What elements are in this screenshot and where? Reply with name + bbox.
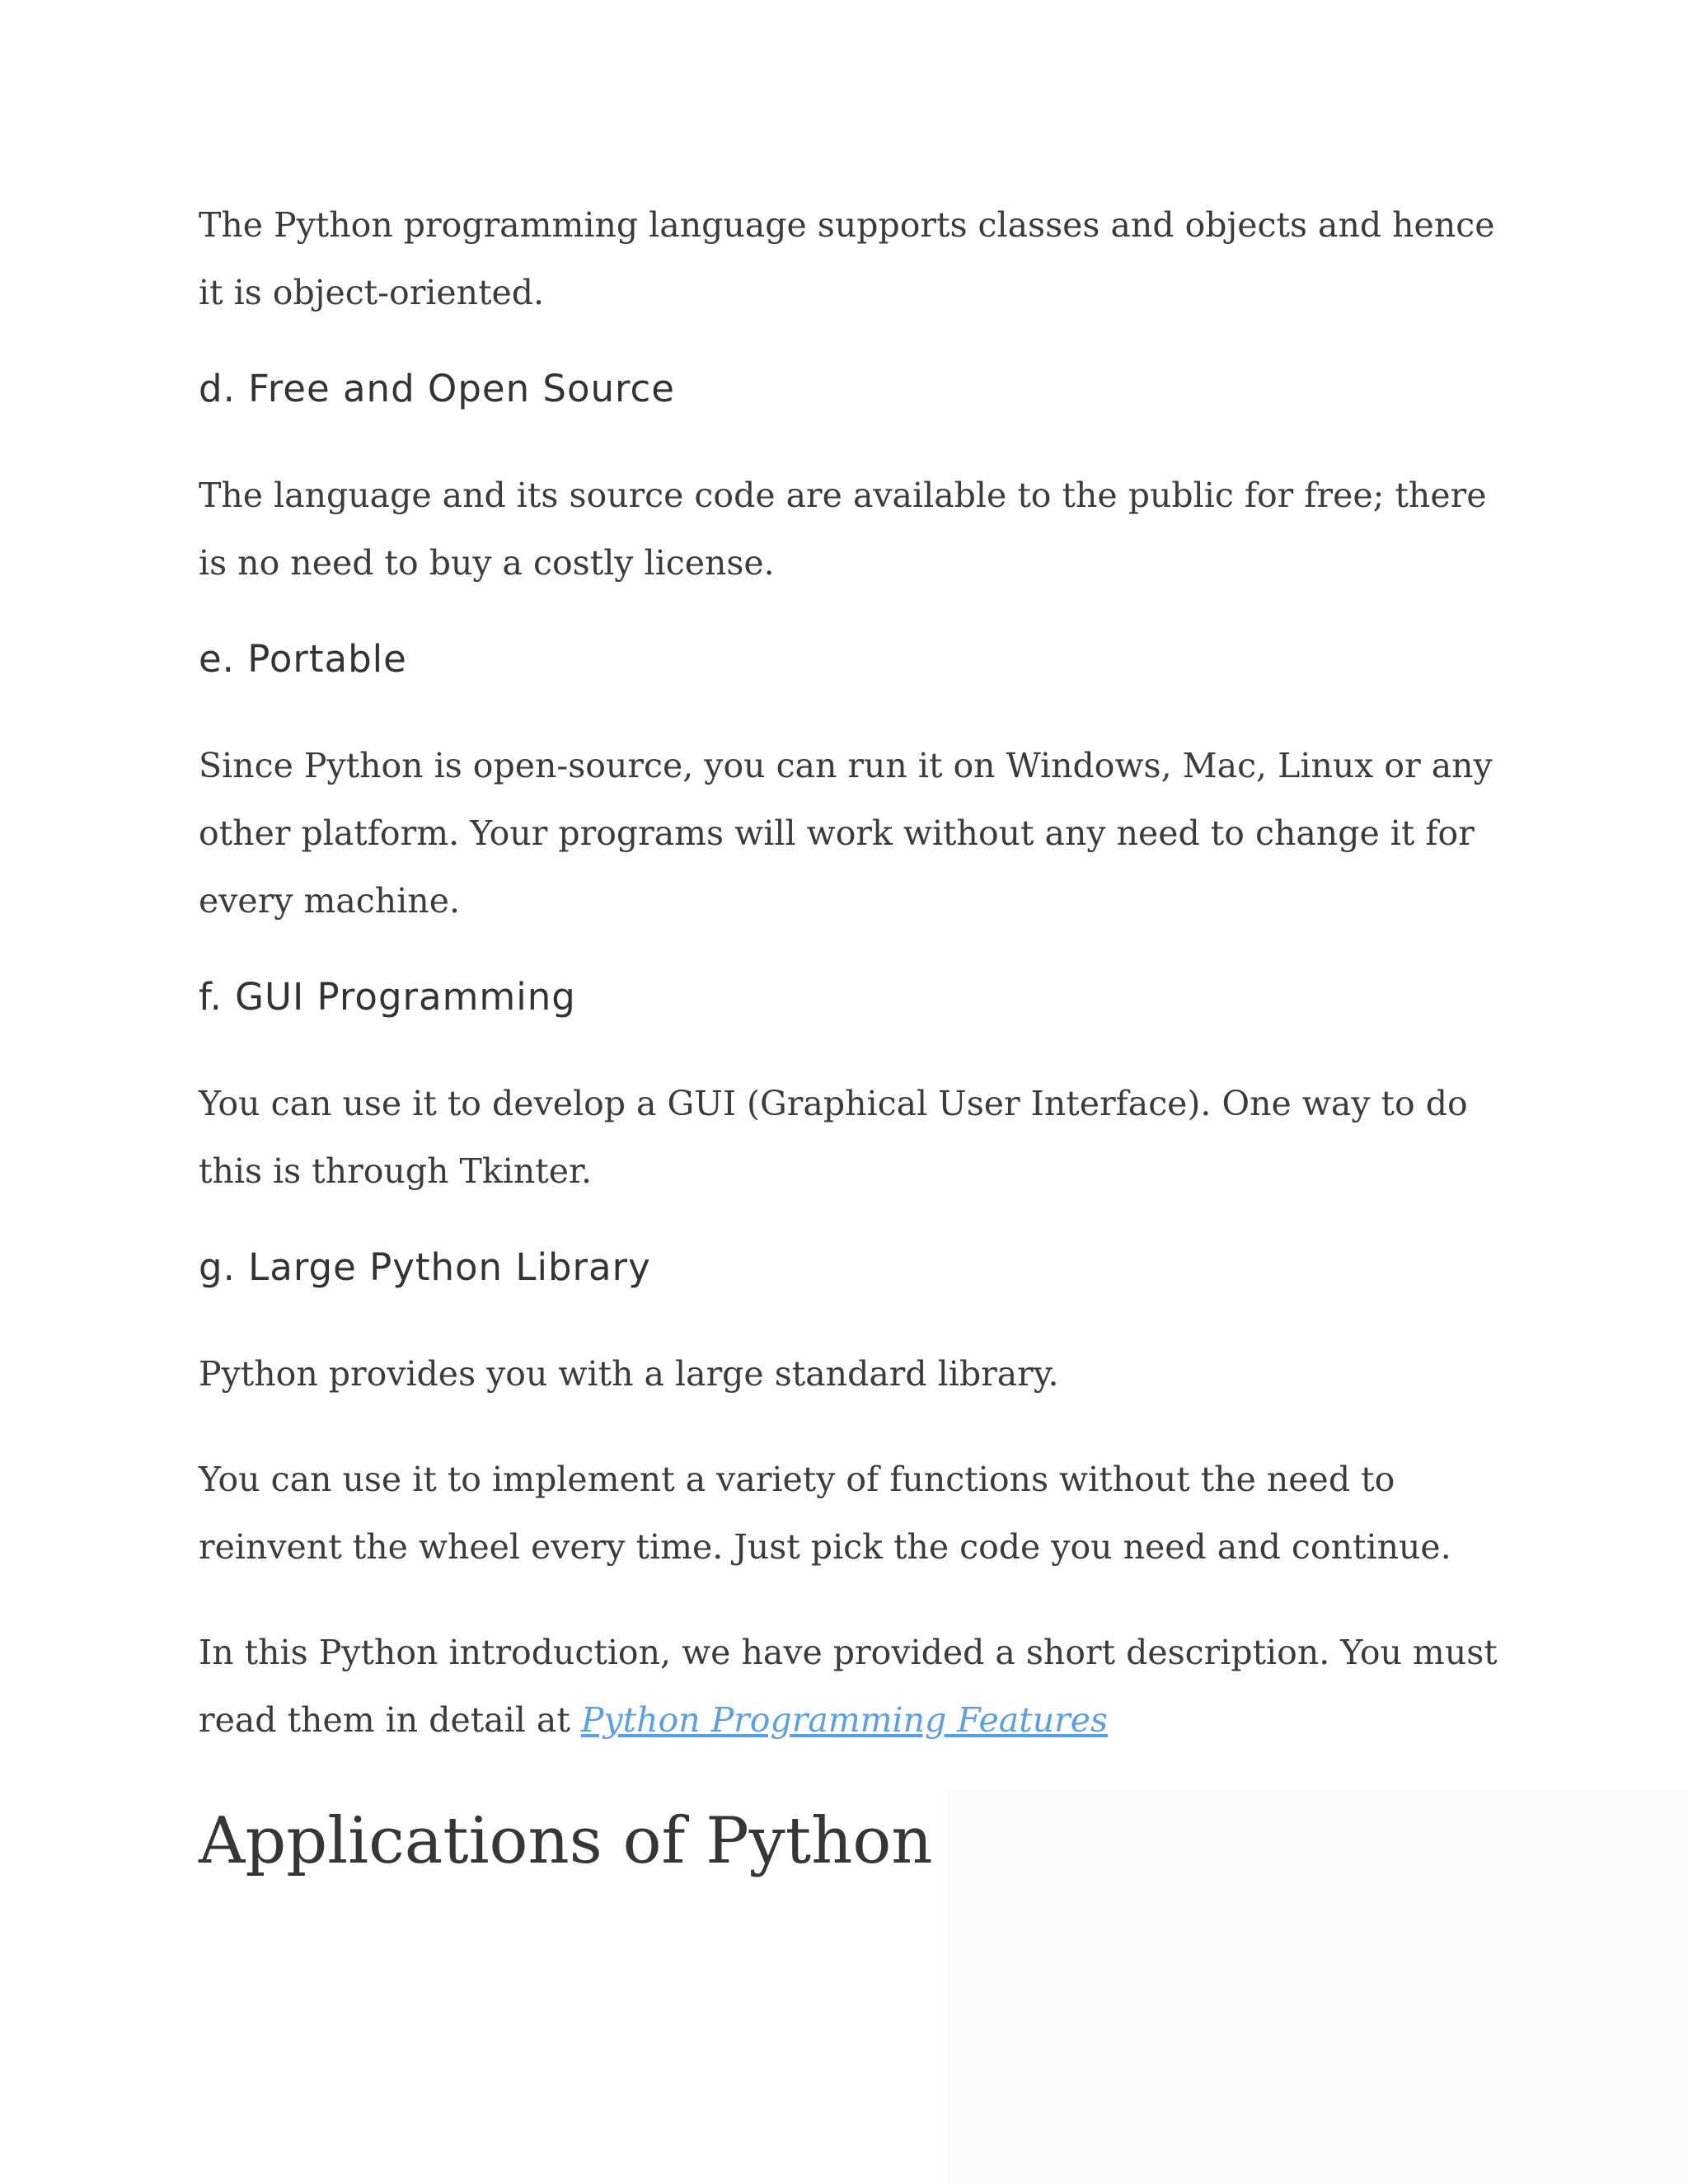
- heading-portable: e. Portable: [199, 637, 407, 681]
- paragraph-portable: Since Python is open-source, you can run it on Windows, Mac, Linux or any other platform. Your programs will work without any need to change it for every machine.: [199, 746, 1493, 921]
- heading-free-open-source: d. Free and Open Source: [199, 367, 675, 410]
- python-features-link[interactable]: Python Programming Features: [580, 1700, 1109, 1740]
- paragraph-free-open-source: The language and its source code are available to the public for free; there is no need to buy a costly license.: [199, 476, 1487, 583]
- paragraph-object-oriented: The Python programming language supports classes and objects and hence it is object-oriented.: [199, 205, 1495, 312]
- paragraph-gui-programming: You can use it to develop a GUI (Graphical User Interface). One way to do this is through Tkinter.: [199, 1084, 1468, 1191]
- paragraph-library-detail: You can use it to implement a variety of functions without the need to reinvent the wheel every time. Just pick the code you need and continue.: [199, 1460, 1451, 1567]
- paragraph-introduction-summary: [199, 1619, 1501, 1754]
- heading-gui-programming: f. GUI Programming: [199, 975, 576, 1019]
- paragraph-library-intro: Python provides you with a large standard library.: [199, 1354, 1059, 1394]
- article-content: [199, 191, 1501, 1882]
- heading-applications: Applications of Python: [199, 1804, 933, 1878]
- heading-large-library: g. Large Python Library: [199, 1245, 651, 1289]
- summary-text: In this Python introduction, we have provided a short description. You must read them in detail at: [199, 1633, 1498, 1740]
